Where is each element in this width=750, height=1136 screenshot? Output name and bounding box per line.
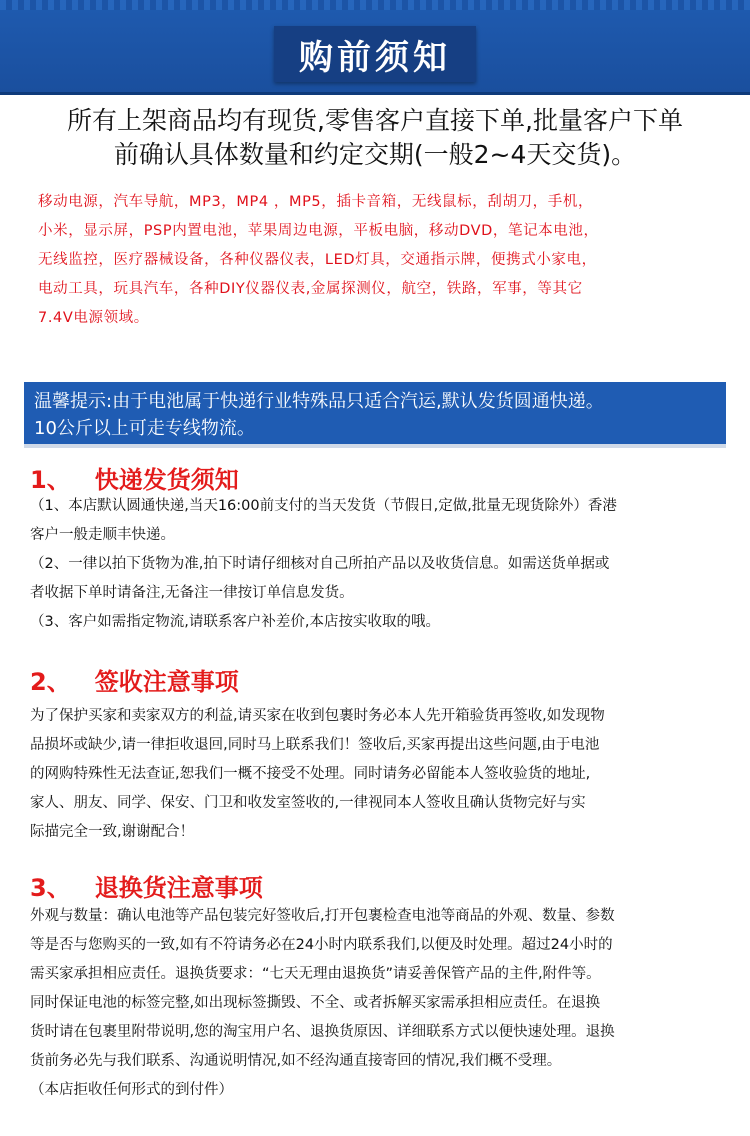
section-3-line: 货时请在包裹里附带说明,您的淘宝用户名、退换货原因、详细联系方式以便快速处理。退换 [30, 1024, 615, 1040]
section-2-heading [30, 662, 239, 697]
stock-notice-line-2: 前确认具体数量和约定交期(一般2~4天交货)。 [113, 140, 637, 169]
section-2-body [30, 702, 730, 847]
section-3-line: 等是否与您购买的一致,如有不符请务必在24小时内联系我们,以便及时处理。超过24小时的 [30, 937, 613, 953]
section-2-line: 家人、朋友、同学、保安、门卫和收发室签收的,一律视同本人签收且确认货物完好与实 [30, 795, 586, 811]
section-1-title: 快递发货须知 [94, 466, 239, 494]
section-1-line: （2、一律以拍下货物为准,拍下时请仔细核对自己所拍产品以及收货信息。如需送货单据或 [30, 556, 610, 572]
shipping-tip-box [24, 382, 726, 448]
stock-notice-line-1: 所有上架商品均有现货,零售客户直接下单,批量客户下单 [67, 106, 683, 135]
section-2-line: 的网购特殊性无法查证,恕我们一概不接受不处理。同时请务必留能本人签收验货的地址, [30, 766, 591, 782]
section-1-body [30, 492, 730, 637]
page-title: 购前须知 [299, 37, 451, 78]
section-3-body [30, 902, 730, 1105]
section-2-line: 为了保护买家和卖家双方的利益,请买家在收到包裹时务必本人先开箱验货再签收,如发现物 [30, 708, 605, 724]
applications-line: 电动工具，玩具汽车，各种DIY仪器仪表,金属探测仪，航空，铁路，军事，等其它 [38, 281, 583, 297]
applications-line: 7.4V电源领域。 [38, 310, 149, 326]
applications-list [38, 188, 728, 333]
section-3-line: 同时保证电池的标签完整,如出现标签撕毁、不全、或者拆解买家需承担相应责任。在退换 [30, 995, 601, 1011]
section-1-heading [30, 460, 239, 495]
applications-line: 移动电源，汽车导航，MP3，MP4 ，MP5，插卡音箱，无线鼠标，刮胡刀，手机， [38, 194, 594, 210]
applications-line: 小米，显示屏，PSP内置电池，苹果周边电源，平板电脑，移动DVD，笔记本电池， [38, 223, 599, 239]
section-2-number: 2、 [30, 668, 71, 696]
section-1-line: （3、客户如需指定物流,请联系客户补差价,本店按实收取的哦。 [30, 614, 440, 630]
section-3-title: 退换货注意事项 [94, 874, 263, 902]
section-2-title: 签收注意事项 [94, 668, 239, 696]
section-1-line: 客户一般走顺丰快递。 [30, 527, 175, 543]
section-2-line: 品损坏或缺少,请一律拒收退回,同时马上联系我们！签收后,买家再提出这些问题,由于电池 [30, 737, 600, 753]
section-2-line: 际描完全一致,谢谢配合！ [30, 824, 195, 840]
applications-line: 无线监控，医疗器械设备，各种仪器仪表，LED灯具，交通指示牌，便携式小家电， [38, 252, 597, 268]
tip-line-2: 10公斤以上可走专线物流。 [34, 418, 255, 439]
section-1-line: 者收据下单时请备注,无备注一律按订单信息发货。 [30, 585, 354, 601]
tip-line-1: 温馨提示:由于电池属于快递行业特殊品只适合汽运,默认发货圆通快递。 [34, 391, 604, 412]
section-3-number: 3、 [30, 874, 71, 902]
section-3-line: 需买家承担相应责任。退换货要求：“七天无理由退换货”请妥善保管产品的主件,附件等。 [30, 966, 601, 982]
header-title-tab [274, 26, 476, 82]
section-3-line: 外观与数量：确认电池等产品包装完好签收后,打开包裹检查电池等商品的外观、数量、参数 [30, 908, 615, 924]
section-1-line: （1、本店默认圆通快递,当天16:00前支付的当天发货（节假日,定做,批量无现货除外）香港 [30, 498, 617, 514]
section-3-line: 货前务必先与我们联系、沟通说明情况,如不经沟通直接寄回的情况,我们概不受理。 [30, 1053, 562, 1069]
section-3-heading [30, 868, 263, 903]
header-banner [0, 0, 750, 95]
section-3-line: （本店拒收任何形式的到付件） [30, 1082, 233, 1098]
section-1-number: 1、 [30, 466, 71, 494]
